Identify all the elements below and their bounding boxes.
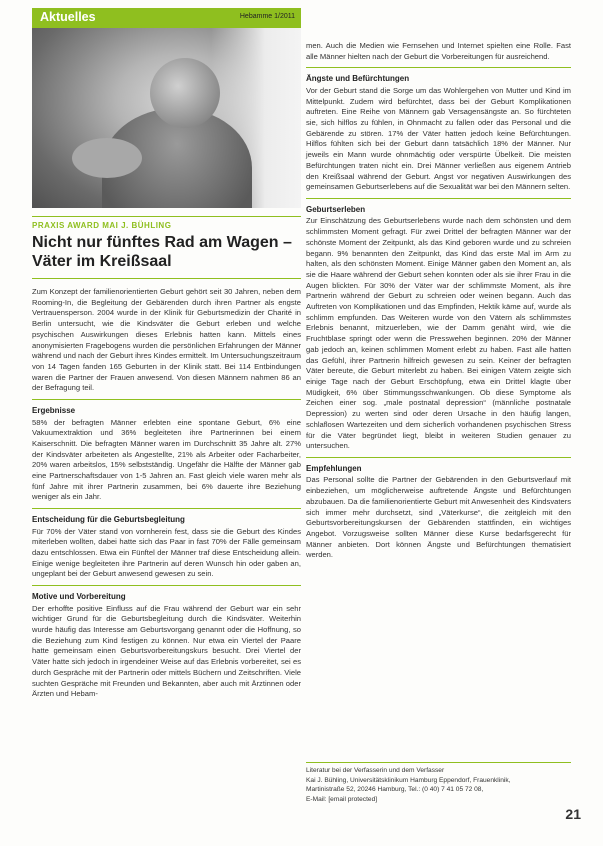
footer-author: Kai J. Bühling, Universitätsklinikum Hamburg Eppendorf, Frauenklinik, — [306, 776, 511, 784]
section-rule — [306, 457, 571, 458]
article-photo — [32, 28, 301, 208]
footer-rule — [306, 762, 571, 763]
photo-baby-head — [150, 58, 220, 128]
section-label: Aktuelles — [40, 10, 96, 24]
kicker-rule — [32, 216, 301, 217]
section-text: Zur Einschätzung des Geburtserlebens wurde nach dem schönsten und dem schlimmsten Moment gefragt. Für zwei Drittel der befragten Männer war der schönste Moment der Zeitpunkt, als das Kind geboren wurde und zu schreien begann. 9% benannten den Zeitpunkt, das Kind das erste Mal im Arm zu halten, als den schönsten Moment. Einige Männer gaben den Moment an, als sie die Haare während der Geburt sehen konnten oder als sie ihrer Frau in die Augen blickten. Für 30% der Väter war der schlimmste Moment, als ihre Partnerin während der Geburt zu schreien oder weinen begann. Auch das Auftreten von Komplikationen und das Empfinden, Hektik käme auf, wurde als schlimm empfunden. Das Weiteren wurde von den Vätern als schlimmstes Erlebnis benannt, mitzuerleben, wie der Damm genäht wird, wie die Fruchtblase springt oder wenn die Presswehen beginnen. 20% der Männer gab jedoch an, keinen schlimmen Moment erlebt zu haben. Fast alle hatten das Gefühl, ihrer Partnerin hilfreich gewesen zu sein. Keiner der befragten Väter bereute, die Geburt miterlebt zu haben. Bei einigen Vätern zeigte sich einige Tage nach der Geburt Erschöpfung, etwa ein Drittel klagte über Müdigkeit, 6% über Stimmungsschwankungen. Ob diese Symptome als Zeichen einer sog. „male postnatal depression“ (männliche postnatale Depression) zu werten sind oder deren Ursache in den häufig langen, schlaflosen Wartezeiten und dem sicherlich vorhandenen psychischen Stress für die Väter begründet liegt, bleibt in weiteren Studien genauer zu untersuchen. — [306, 216, 571, 451]
article-kicker: PRAXIS AWARD MAI J. BÜHLING — [32, 221, 172, 230]
page-number: 21 — [565, 806, 581, 822]
footer-address: Martinistraße 52, 20246 Hamburg, Tel.: (0 40) 7 41 05 72 08, — [306, 786, 484, 793]
section-heading: Ergebnisse — [32, 406, 76, 416]
intro-paragraph: Zum Konzept der familienorientierten Geburt gehört seit 30 Jahren, neben dem Rooming-In, die Begleitung der Gebärenden durch ihren Partner als engste Vertrauensperson. 2004 wurde in der Klinik für Geburtsmedizin der Charité in Berlin untersucht, wie die Kindsväter die Geburt erleben und welche psychischen Auswirkungen dieses Erlebnis hatten kann. Mittels eines anonymisierten Fragebogens wurden die persönlichen Erfahrungen der Männer während und nach der Geburt ihres Kindes ermittelt. Im Untersuchungszeitraum von 14 Tagen fanden 165 Geburten in der Klinik statt. Bei 114 Entbindungen waren die Partner der Frauen anwesend. Von diesen Männern nahmen 86 an der Befragung teil. — [32, 287, 301, 393]
section-text: Das Personal sollte die Partner der Gebärenden in den Geburtsverlauf mit einbeziehen, um möglicherweise auftretende Ängste und Befürchtungen abzubauen. Da die familienorientierte Geburt mit Anwesenheit des Kindsvaters sich immer mehr durchsetzt, sind „Väterkurse“, die zeitgleich mit den Geburtsvorbereitungskursen der Gebärenden stattfinden, ein wichtiges Angebot. Vorzugsweise sollten Männer diese Kurse bedarfsgerecht für Männer anbieten. Dort können Ängste und Befürchtungen thematisiert werden. — [306, 475, 571, 560]
section-header-bar — [32, 8, 301, 28]
section-rule — [306, 67, 571, 68]
issue-label: Hebamme 1/2011 — [239, 13, 295, 20]
article-title: Nicht nur fünftes Rad am Wagen – Väter im Kreißsaal — [32, 234, 292, 270]
left-column — [32, 287, 301, 700]
section-rule — [32, 508, 301, 509]
section-rule — [32, 399, 301, 400]
photo-hand-shape — [72, 138, 142, 178]
section-heading: Geburtserleben — [306, 204, 366, 214]
section-rule — [32, 585, 301, 586]
right-column — [306, 41, 571, 561]
title-rule — [32, 278, 301, 279]
author-footer — [306, 762, 571, 804]
section-heading: Entscheidung für die Geburtsbegleitung — [32, 515, 185, 525]
continued-paragraph: men. Auch die Medien wie Fernsehen und Internet spielten eine Rolle. Fast alle Männer hielten nach der Geburt die Vorbereitungen für ausreichend. — [306, 41, 571, 61]
section-text: 58% der befragten Männer erlebten eine spontane Geburt, 6% eine Vakuumextraktion und 36% begleiteten ihre Partnerinnen bei einem Kaiserschnitt. Die befragten Männer waren im Durchschnitt 35 Jahre alt. 27% der Kindsväter arbeiteten als Angestellte, 21% als Arbeiter oder Facharbeiter, 20% waren arbeitslos, 15% selbstständig. Ungefähr die Hälfte der Männer gab eine Partnerschaftsdauer von 1-5 Jahren an. Fast gleich viele waren mehr als fünf Jahre mit ihrer Partnerin zusammen, bei 6% dauerte ihre Beziehung weniger als ein Jahr. — [32, 417, 301, 502]
section-text: Vor der Geburt stand die Sorge um das Wohlergehen von Mutter und Kind im Mittelpunkt. Zudem wird befürchtet, dass bei der Geburt Komplikationen auftreten. Eine Reihe von Männern gab Versagensängste an. So fürchteten sie, sich hilflos zu fühlen, in Ohnmacht zu fallen oder das Personal und die Gebärende zu stören. 17% der Väter hatten jedoch keine Befürchtungen. Hilflos fühlten sich bei der Geburt dann tatsächlich 18% der Männer. Nur jeweils ein Mann wurde ohnmächtig oder verspürte Übelkeit. Die meisten Befürchtungen traten nicht ein. Drei Männer verließen aus eigenem Antrieb den Kreißsaal während der Geburt. Angst vor negativen Auswirkungen des gemeinsamen Geburtserlebens auf die Sexualität war bei den Männern selten. — [306, 85, 571, 192]
section-text: Für 70% der Väter stand von vornherein fest, dass sie die Geburt des Kindes miterleben wollten, dabei hatte sich das Paar in fast 70% der Fälle gemeinsam dazu entschlossen. Etwa ein Fünftel der Männer traf diese Entscheidung allein. Einige wenige begleiteten ihre Partnerin auf deren Wunsch hin oder gaben an, ungeplant bei der Geburt anwesend gewesen zu sein. — [32, 526, 301, 579]
section-heading: Ängste und Befürchtungen — [306, 74, 410, 84]
footer-email: E-Mail: [email protected] — [306, 795, 378, 803]
section-rule — [306, 198, 571, 199]
section-heading: Motive und Vorbereitung — [32, 592, 126, 602]
section-text: Der erhoffte positive Einfluss auf die Frau während der Geburt war ein sehr wichtiger Grund für die Geburtsbegleitung durch die Kindsväter. Weiterhin wurde häufig das Interesse am Geburtsvorgang genannt oder die Hoffnung, so die Beziehung zum Kind festigen zu können. Nur etwa ein Viertel der Paare hatte gemeinsam einen Geburtsvorbereitungskurs besucht. Drei Viertel der Väter hatte sich jedoch in irgendeiner Weise auf das Erlebnis vorbereitet, sei es durch Gespräche mit der Partnerin oder mittels Büchern und Zeitschriften. Viele suchten Gespräche mit Freunden und Bekannten, aber auch mit Ärztinnen oder Ärzten und Hebam- — [32, 603, 301, 699]
footer-literature: Literatur bei der Verfasserin und dem Verfasser — [306, 767, 445, 774]
section-heading: Empfehlungen — [306, 463, 362, 473]
